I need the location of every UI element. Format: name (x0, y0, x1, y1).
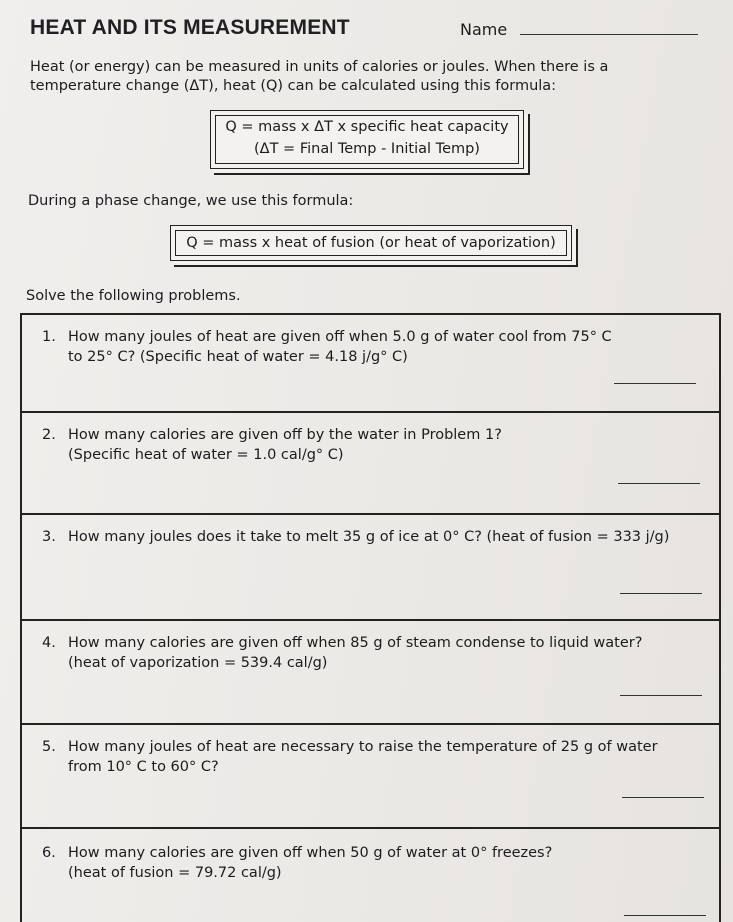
problem-line: How many joules of heat are necessary to raise the temperature of 25 g of water (68, 739, 658, 755)
problem-number: 4. (42, 635, 56, 651)
problem-text (42, 527, 669, 547)
heat-formula-line-1: Q = mass x ΔT x specific heat capacity (225, 119, 509, 135)
problem-number: 6. (42, 845, 56, 861)
problem-line: (heat of fusion = 79.72 cal/g) (68, 865, 282, 881)
problem-number: 2. (42, 427, 56, 443)
problem-line: How many calories are given off by the water in Problem 1? (68, 427, 502, 443)
page-title: HEAT AND ITS MEASUREMENT (30, 16, 350, 39)
problems-table (20, 313, 721, 922)
problem-line: (Specific heat of water = 1.0 cal/g° C) (68, 447, 344, 463)
name-blank[interactable] (520, 34, 698, 35)
problem-line: How many calories are given off when 50 g of water at 0° freezes? (68, 845, 553, 861)
intro-line-1: Heat (or energy) can be measured in units of calories or joules. When there is a (30, 59, 609, 75)
intro-text (30, 58, 670, 96)
problem-line: (heat of vaporization = 539.4 cal/g) (68, 655, 328, 671)
heat-formula-box (210, 110, 524, 169)
answer-blank[interactable] (620, 593, 702, 594)
heat-formula-line-2: (ΔT = Final Temp - Initial Temp) (254, 141, 480, 157)
problem-row (22, 725, 719, 829)
problem-row (22, 515, 719, 621)
answer-blank[interactable] (614, 383, 696, 384)
problem-line: from 10° C to 60° C? (68, 759, 219, 775)
problem-row (22, 829, 719, 922)
intro-line-2: temperature change (ΔT), heat (Q) can be calculated using this formula: (30, 78, 557, 94)
problem-row (22, 413, 719, 515)
problem-text (42, 737, 658, 777)
phase-formula-text: Q = mass x heat of fusion (or heat of vaporization) (186, 235, 556, 251)
problem-number: 3. (42, 529, 56, 545)
problem-number: 1. (42, 329, 56, 345)
problem-row (22, 621, 719, 725)
problem-text (42, 633, 642, 673)
problem-text (42, 425, 502, 465)
phase-change-text: During a phase change, we use this formula: (28, 193, 354, 209)
problem-text (42, 327, 612, 367)
problem-text (42, 843, 552, 883)
name-label: Name (460, 20, 508, 39)
problem-row (22, 315, 719, 413)
problem-line: How many joules does it take to melt 35 g of ice at 0° C? (heat of fusion = 333 j/g) (68, 529, 670, 545)
answer-blank[interactable] (618, 483, 700, 484)
problem-line: How many calories are given off when 85 g of steam condense to liquid water? (68, 635, 643, 651)
answer-blank[interactable] (622, 797, 704, 798)
answer-blank[interactable] (620, 695, 702, 696)
problem-line: How many joules of heat are given off when 5.0 g of water cool from 75° C (68, 329, 612, 345)
solve-instructions: Solve the following problems. (26, 288, 241, 304)
answer-blank[interactable] (624, 915, 706, 916)
phase-formula-box (170, 225, 572, 261)
problem-line: to 25° C? (Specific heat of water = 4.18 j/g° C) (68, 349, 408, 365)
problem-number: 5. (42, 739, 56, 755)
